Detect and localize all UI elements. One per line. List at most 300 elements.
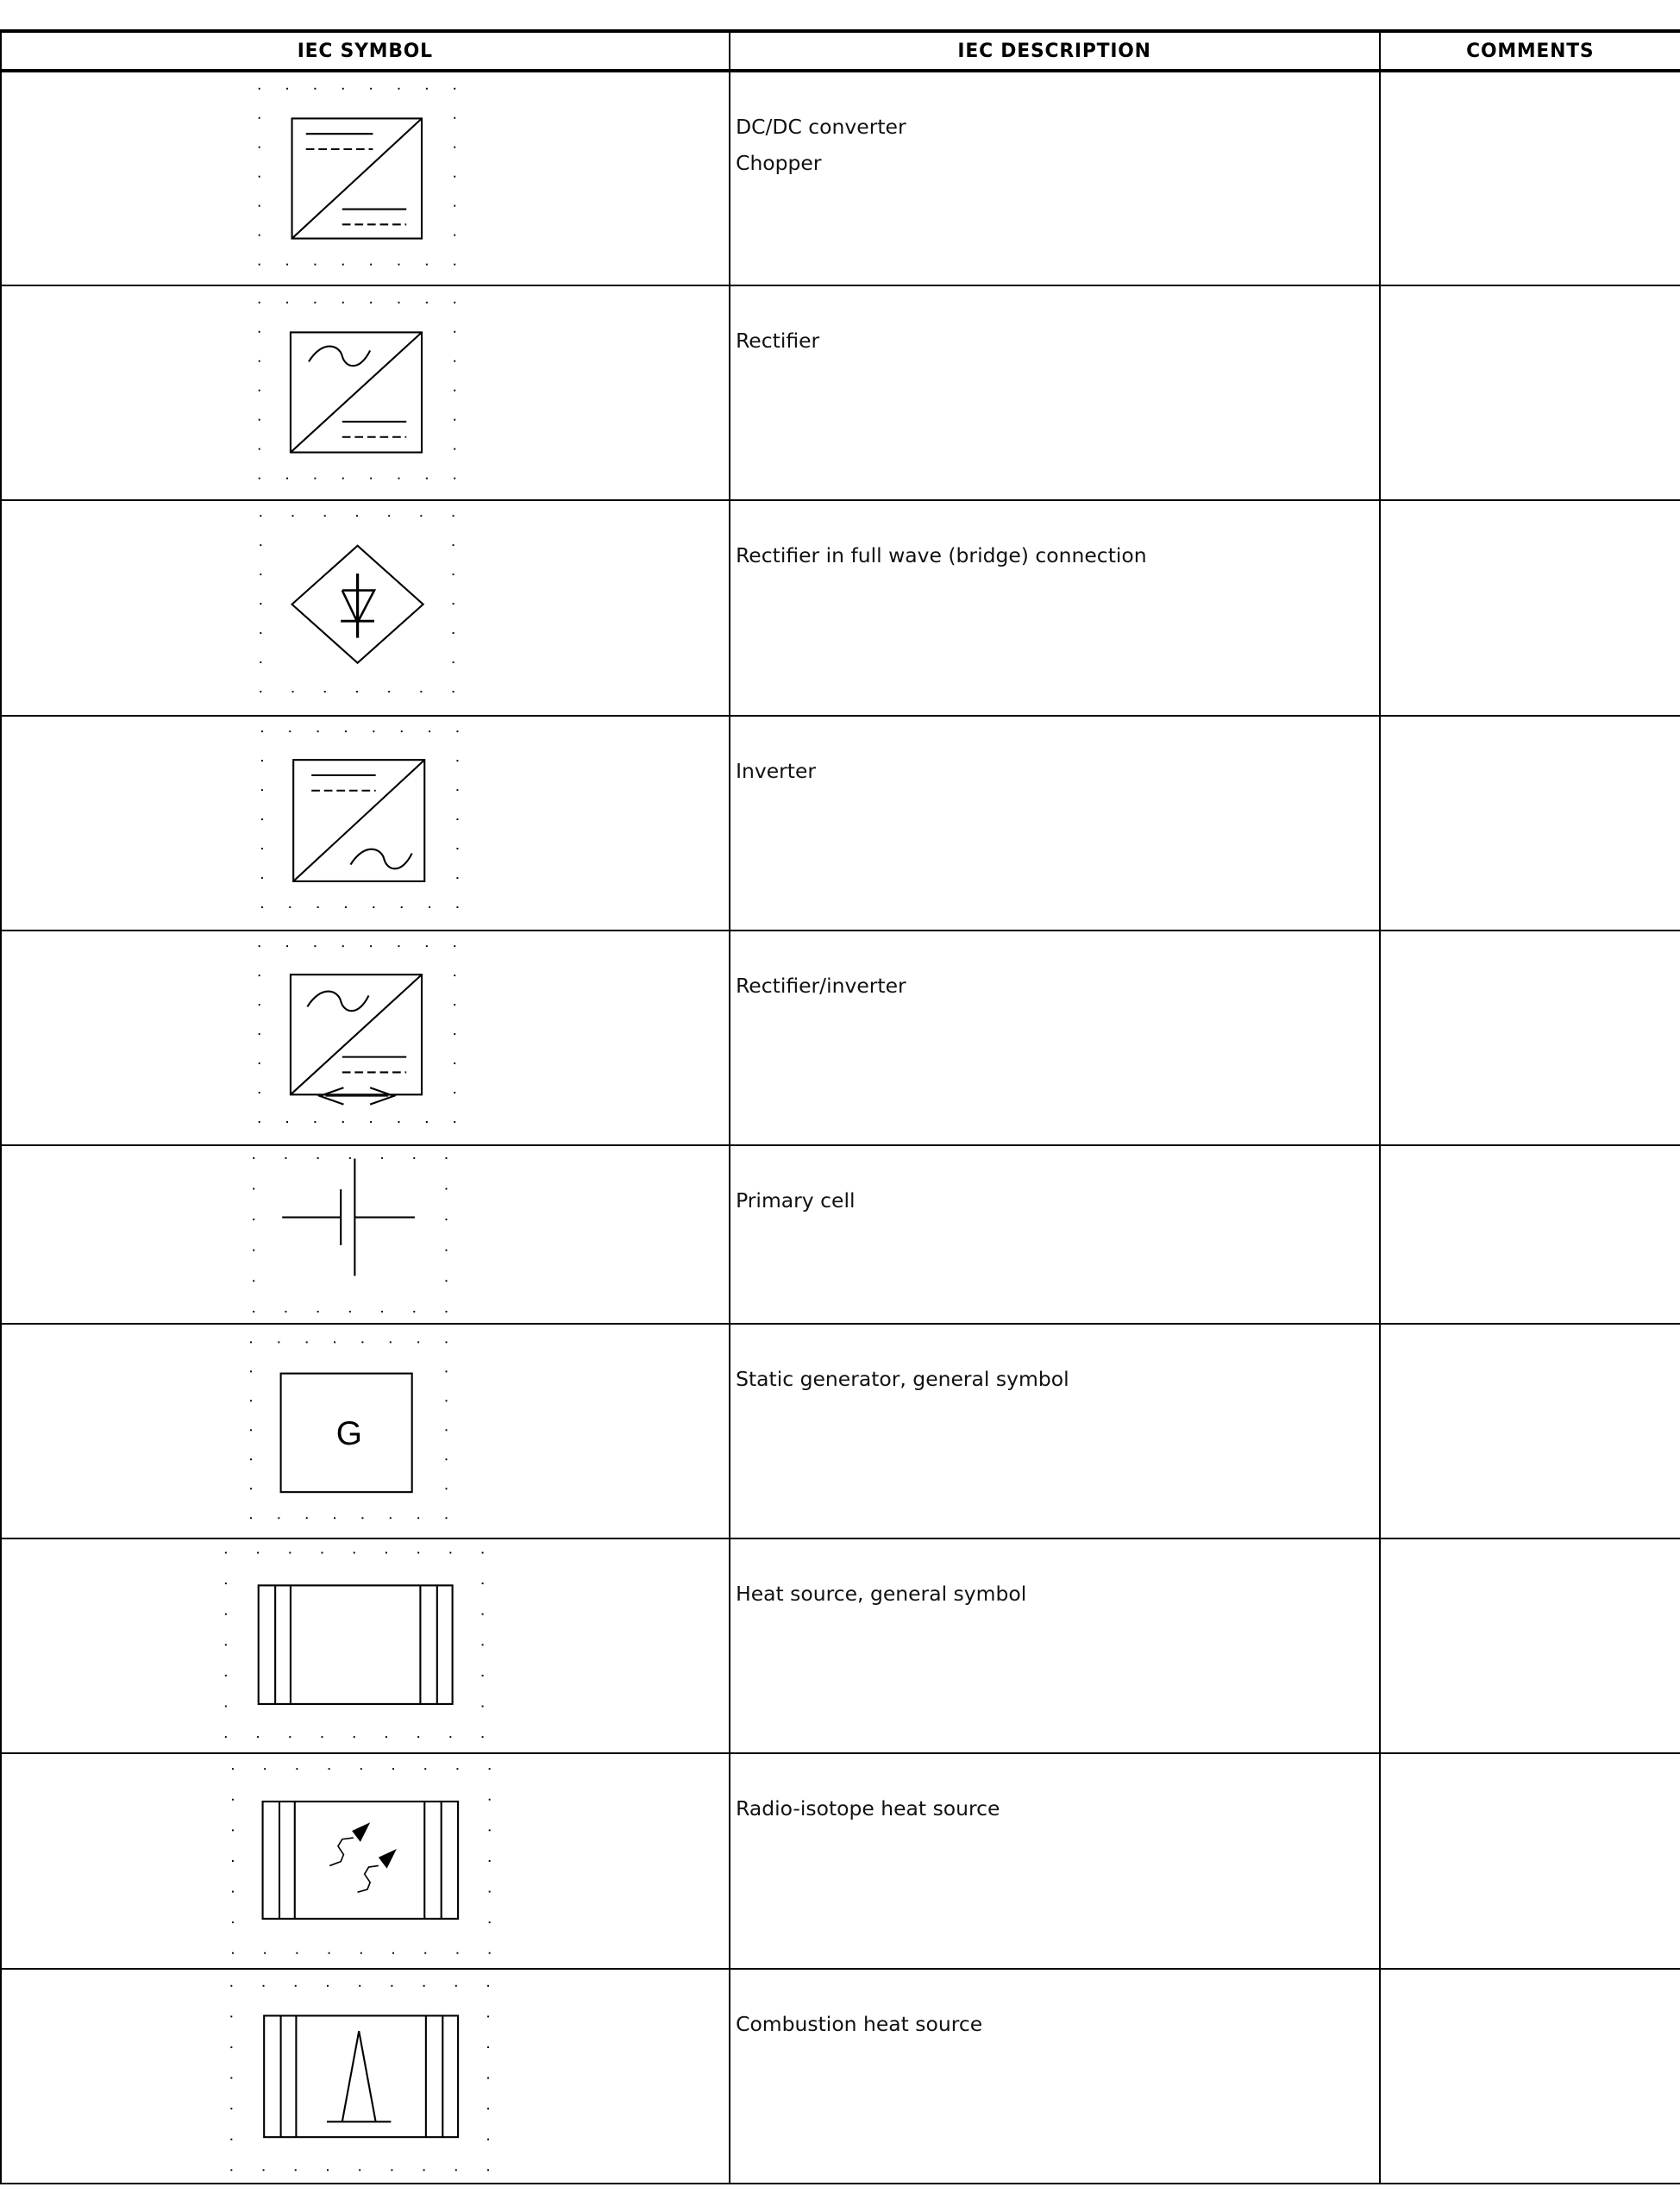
grid-dot: [456, 730, 458, 732]
description-line: Primary cell: [736, 1187, 856, 1213]
symbol-cell: [1, 285, 730, 500]
grid-dot: [317, 1311, 319, 1313]
grid-dot: [296, 1769, 298, 1770]
grid-dot: [259, 945, 260, 947]
inverter-icon: [2, 717, 730, 931]
grid-dots: [232, 1769, 491, 1955]
description-line: DC/DC converter: [736, 115, 906, 140]
grid-dot: [314, 264, 316, 266]
grid-dot: [446, 1250, 448, 1251]
combustion-heat-source-icon: [2, 1970, 730, 2184]
grid-dot: [392, 1769, 394, 1770]
grid-dot: [446, 1280, 448, 1281]
table-row: [1, 1753, 1680, 1968]
description-line: Rectifier: [736, 329, 820, 354]
grid-dot: [342, 264, 344, 266]
grid-dot: [398, 264, 400, 266]
grid-dot: [250, 1341, 252, 1343]
grid-dot: [361, 1517, 363, 1519]
grid-dot: [454, 235, 455, 236]
grid-dot: [398, 302, 400, 304]
grid-dot: [456, 1769, 458, 1770]
grid-dot: [259, 302, 260, 304]
grid-dot: [454, 264, 455, 266]
grid-dot: [482, 1582, 484, 1584]
grid-dot: [260, 603, 261, 605]
grid-dot: [225, 1552, 227, 1554]
grid-dot: [489, 1952, 491, 1954]
grid-dot: [354, 1736, 355, 1738]
grid-dot: [327, 1984, 329, 1986]
grid-dot: [232, 1921, 234, 1923]
grid-dot: [390, 1341, 392, 1343]
grid-dot: [453, 516, 454, 517]
table-row: [1, 716, 1680, 931]
generator-letter: G: [335, 1415, 362, 1453]
grid-dot: [417, 1341, 419, 1343]
grid-dot: [370, 1121, 372, 1123]
grid-dot: [456, 848, 458, 849]
grid-dot: [446, 1517, 448, 1519]
grid-dot: [342, 88, 344, 90]
grid-dot: [232, 1769, 234, 1770]
grid-dot: [454, 390, 455, 392]
grid-dot: [456, 760, 458, 761]
grid-dot: [322, 1552, 323, 1554]
header-iec-symbol: IEC SYMBOL: [1, 31, 730, 71]
grid-dots: [225, 1552, 484, 1739]
symbol-cell: [1, 1753, 730, 1968]
grid-dot: [401, 730, 403, 732]
comments-cell[interactable]: [1380, 931, 1680, 1145]
grid-dot: [286, 478, 288, 479]
grid-dot: [370, 88, 372, 90]
comments-cell[interactable]: [1380, 500, 1680, 715]
description-cell: [730, 716, 1380, 931]
grid-dot: [420, 691, 422, 692]
grid-dot: [225, 1675, 227, 1676]
grid-dot: [482, 1645, 484, 1646]
grid-dot: [289, 906, 291, 908]
grid-dot: [322, 1736, 323, 1738]
grid-dot: [453, 574, 454, 576]
symbol-cell: [1, 1969, 730, 2184]
grid-dot: [260, 661, 261, 663]
grid-dot: [259, 1004, 260, 1006]
grid-dot: [413, 1311, 415, 1313]
grid-dot: [261, 818, 263, 820]
grid-dot: [482, 1614, 484, 1615]
table-row: [1, 71, 1680, 285]
grid-dot: [398, 88, 400, 90]
grid-dot: [324, 516, 326, 517]
grid-dot: [261, 906, 263, 908]
grid-dot: [286, 264, 288, 266]
grid-dot: [259, 117, 260, 119]
grid-dot: [487, 2169, 489, 2171]
grid-dot: [370, 478, 372, 479]
grid-dot: [423, 2169, 425, 2171]
grid-dot: [381, 1157, 383, 1159]
header-comments: COMMENTS: [1380, 31, 1680, 71]
description-line: Rectifier in full wave (bridge) connection: [736, 543, 1147, 568]
comments-cell[interactable]: [1380, 1324, 1680, 1538]
grid-dot: [398, 945, 400, 947]
description-cell: [730, 500, 1380, 715]
grid-dot: [482, 1706, 484, 1708]
description-cell: [730, 1538, 1380, 1753]
grid-dot: [345, 730, 347, 732]
grid-dot: [487, 2138, 489, 2140]
grid-dot: [446, 1370, 448, 1372]
grid-dot: [398, 1121, 400, 1123]
grid-dot: [232, 1952, 234, 1954]
grid-dot: [426, 264, 428, 266]
grid-dot: [259, 360, 260, 362]
grid-dot: [453, 632, 454, 634]
primary-cell-icon: [2, 1146, 730, 1325]
grid-dot: [286, 88, 288, 90]
grid-dot: [261, 789, 263, 791]
grid-dot: [230, 2077, 232, 2078]
description-line: Combustion heat source: [736, 2011, 983, 2036]
grid-dot: [489, 1799, 491, 1801]
grid-dot: [314, 478, 316, 479]
grid-dot: [456, 1952, 458, 1954]
grid-dot: [361, 1341, 363, 1343]
description-line: Chopper: [736, 151, 822, 176]
grid-dot: [261, 760, 263, 761]
grid-dot: [446, 1458, 448, 1460]
grid-dot: [317, 906, 319, 908]
grid-dot: [263, 2169, 265, 2171]
grid-dot: [259, 176, 260, 178]
grid-dot: [487, 1984, 489, 1986]
grid-dot: [257, 1736, 259, 1738]
grid-dot: [289, 730, 291, 732]
grid-dot: [342, 302, 344, 304]
comments-cell[interactable]: [1380, 1145, 1680, 1324]
grid-dot: [230, 1984, 232, 1986]
grid-dot: [230, 2015, 232, 2017]
rectifier-inverter-icon: [2, 931, 730, 1146]
grid-dot: [259, 1033, 260, 1035]
grid-dot: [456, 877, 458, 879]
grid-dot: [489, 1891, 491, 1893]
grid-dot: [454, 331, 455, 333]
grid-dot: [454, 360, 455, 362]
grid-dot: [334, 1517, 335, 1519]
table-row: [1, 931, 1680, 1145]
grid-dot: [446, 1488, 448, 1489]
grid-dot: [253, 1187, 254, 1189]
bridge-rectifier-icon: [2, 501, 730, 716]
grid-dot: [253, 1280, 254, 1281]
grid-dot: [489, 1860, 491, 1862]
grid-dot: [314, 945, 316, 947]
grid-dot: [359, 1984, 360, 1986]
grid-dot: [263, 1984, 265, 1986]
grid-dot: [253, 1250, 254, 1251]
grid-dot: [253, 1157, 254, 1159]
grid-dot: [454, 1121, 455, 1123]
grid-dot: [342, 1121, 344, 1123]
grid-dot: [253, 1219, 254, 1220]
grid-dot: [381, 1311, 383, 1313]
comments-cell[interactable]: [1380, 1969, 1680, 2184]
grid-dot: [230, 2138, 232, 2140]
grid-dot: [424, 1769, 426, 1770]
grid-dot: [230, 2108, 232, 2109]
grid-dot: [264, 1769, 266, 1770]
grid-dot: [286, 1121, 288, 1123]
grid-dot: [489, 1830, 491, 1832]
grid-dot: [446, 1429, 448, 1431]
description-line: Inverter: [736, 758, 817, 783]
table-row: [1, 1538, 1680, 1753]
grid-dot: [456, 906, 458, 908]
grid-dot: [446, 1187, 448, 1189]
grid-dot: [314, 1121, 316, 1123]
grid-dot: [232, 1799, 234, 1801]
grid-dot: [487, 2077, 489, 2078]
grid-dot: [482, 1675, 484, 1676]
grid-dot: [317, 1157, 319, 1159]
grid-dot: [446, 1341, 448, 1343]
grid-dot: [225, 1706, 227, 1708]
grid-dot: [420, 516, 422, 517]
grid-dot: [426, 478, 428, 479]
grid-dot: [453, 545, 454, 547]
grid-dot: [306, 1517, 308, 1519]
grid-dot: [289, 1736, 291, 1738]
grid-dot: [482, 1736, 484, 1738]
description-cell: [730, 1324, 1380, 1538]
comments-cell[interactable]: [1380, 1538, 1680, 1753]
grid-dot: [449, 1736, 451, 1738]
grid-dot: [230, 2169, 232, 2171]
grid-dot: [259, 331, 260, 333]
grid-dot: [429, 730, 430, 732]
grid-dot: [225, 1736, 227, 1738]
grid-dot: [482, 1552, 484, 1554]
grid-dot: [259, 205, 260, 207]
grid-dot: [424, 1952, 426, 1954]
grid-dot: [250, 1429, 252, 1431]
grid-dot: [446, 1157, 448, 1159]
grid-dot: [278, 1341, 279, 1343]
grid-dot: [373, 730, 374, 732]
grid-dot: [257, 1552, 259, 1554]
dc-dc-converter-icon: [2, 72, 730, 287]
grid-dot: [250, 1370, 252, 1372]
symbol-cell: [1, 71, 730, 285]
grid-dot: [360, 1769, 362, 1770]
rectifier-icon: [2, 286, 730, 501]
grid-dot: [454, 945, 455, 947]
grid-dot: [334, 1341, 335, 1343]
description-cell: [730, 1969, 1380, 2184]
grid-dot: [426, 88, 428, 90]
grid-dot: [292, 691, 294, 692]
grid-dot: [260, 632, 261, 634]
comments-cell[interactable]: [1380, 1753, 1680, 1968]
grid-dot: [446, 1311, 448, 1313]
grid-dot: [454, 1033, 455, 1035]
table-row: [1, 1969, 1680, 2184]
grid-dot: [454, 1092, 455, 1094]
grid-dot: [261, 877, 263, 879]
grid-dot: [225, 1645, 227, 1646]
table-row: [1, 500, 1680, 715]
comments-cell[interactable]: [1380, 71, 1680, 285]
grid-dot: [454, 88, 455, 90]
iec-symbol-table: [0, 29, 1680, 2184]
symbol-cell: [1, 1538, 730, 1753]
grid-dots: [253, 1157, 447, 1313]
grid-dot: [456, 789, 458, 791]
heat-source-icon: [2, 1539, 730, 1754]
grid-dot: [259, 448, 260, 450]
grid-dot: [295, 2169, 297, 2171]
grid-dot: [454, 1004, 455, 1006]
grid-dot: [454, 1062, 455, 1064]
grid-dot: [285, 1311, 286, 1313]
grid-dot: [342, 945, 344, 947]
table-row: [1, 285, 1680, 500]
grid-dot: [386, 1736, 387, 1738]
grid-dot: [329, 1769, 330, 1770]
grid-dot: [417, 1552, 419, 1554]
grid-dot: [356, 516, 358, 517]
symbol-cell: [1, 1145, 730, 1324]
grid-dot: [260, 574, 261, 576]
grid-dot: [426, 945, 428, 947]
grid-dot: [359, 2169, 360, 2171]
grid-dot: [417, 1736, 419, 1738]
grid-dot: [306, 1341, 308, 1343]
grid-dot: [259, 1062, 260, 1064]
grid-dot: [356, 691, 358, 692]
grid-dot: [259, 147, 260, 148]
table-row: [1, 1145, 1680, 1324]
grid-dot: [289, 1552, 291, 1554]
grid-dot: [390, 1517, 392, 1519]
grid-dot: [487, 2015, 489, 2017]
description-line: Radio-isotope heat source: [736, 1796, 1000, 1821]
symbol-cell: [1, 716, 730, 931]
grid-dot: [259, 235, 260, 236]
grid-dot: [454, 448, 455, 450]
grid-dots: [230, 1984, 489, 2171]
grid-dot: [453, 691, 454, 692]
grid-dot: [278, 1517, 279, 1519]
grid-dot: [232, 1891, 234, 1893]
grid-dot: [454, 478, 455, 479]
grid-dot: [401, 906, 403, 908]
grid-dot: [446, 1400, 448, 1401]
grid-dot: [260, 545, 261, 547]
grid-dot: [260, 691, 261, 692]
grid-dot: [370, 264, 372, 266]
description-cell: [730, 931, 1380, 1145]
grid-dot: [259, 1092, 260, 1094]
header-iec-description: IEC DESCRIPTION: [730, 31, 1380, 71]
grid-dot: [261, 848, 263, 849]
grid-dot: [426, 302, 428, 304]
grid-dot: [398, 478, 400, 479]
grid-dot: [250, 1458, 252, 1460]
grid-dot: [259, 390, 260, 392]
grid-dot: [449, 1552, 451, 1554]
grid-dot: [349, 1157, 351, 1159]
grid-dot: [487, 2108, 489, 2109]
grid-dot: [455, 1984, 457, 1986]
grid-dot: [285, 1157, 286, 1159]
grid-dot: [391, 2169, 392, 2171]
grid-dot: [360, 1952, 362, 1954]
grid-dot: [296, 1952, 298, 1954]
grid-dot: [260, 516, 261, 517]
description-cell: [730, 285, 1380, 500]
description-line: Rectifier/inverter: [736, 973, 906, 998]
grid-dot: [423, 1984, 425, 1986]
grid-dot: [349, 1311, 351, 1313]
grid-dot: [232, 1830, 234, 1832]
grid-dot: [253, 1311, 254, 1313]
description-cell: [730, 1753, 1380, 1968]
table-row: [1, 1324, 1680, 1538]
grid-dot: [314, 302, 316, 304]
grid-dot: [454, 147, 455, 148]
grid-dot: [370, 302, 372, 304]
grid-dot: [230, 2046, 232, 2047]
grid-dot: [455, 2169, 457, 2171]
grid-dot: [489, 1769, 491, 1770]
grid-dot: [250, 1517, 252, 1519]
grid-dot: [317, 730, 319, 732]
grid-dot: [453, 661, 454, 663]
comments-cell[interactable]: [1380, 285, 1680, 500]
grid-dot: [446, 1219, 448, 1220]
grid-dot: [453, 603, 454, 605]
comments-cell[interactable]: [1380, 716, 1680, 931]
grid-dot: [259, 1121, 260, 1123]
grid-dot: [329, 1952, 330, 1954]
grid-dot: [259, 264, 260, 266]
grid-dot: [454, 117, 455, 119]
table-header-row: [1, 31, 1680, 71]
description-cell: [730, 71, 1380, 285]
grid-dot: [454, 974, 455, 976]
grid-dot: [345, 906, 347, 908]
grid-dot: [489, 1921, 491, 1923]
grid-dot: [225, 1614, 227, 1615]
grid-dot: [388, 691, 390, 692]
grid-dot: [286, 302, 288, 304]
grid-dot: [391, 1984, 392, 1986]
grid-dot: [292, 516, 294, 517]
symbol-cell: [1, 1324, 730, 1538]
grid-dot: [454, 205, 455, 207]
symbol-cell: [1, 500, 730, 715]
grid-dot: [413, 1157, 415, 1159]
description-cell: [730, 1145, 1380, 1324]
grid-dot: [327, 2169, 329, 2171]
grid-dot: [487, 2046, 489, 2047]
grid-dot: [417, 1517, 419, 1519]
static-generator-icon: [2, 1325, 730, 1539]
